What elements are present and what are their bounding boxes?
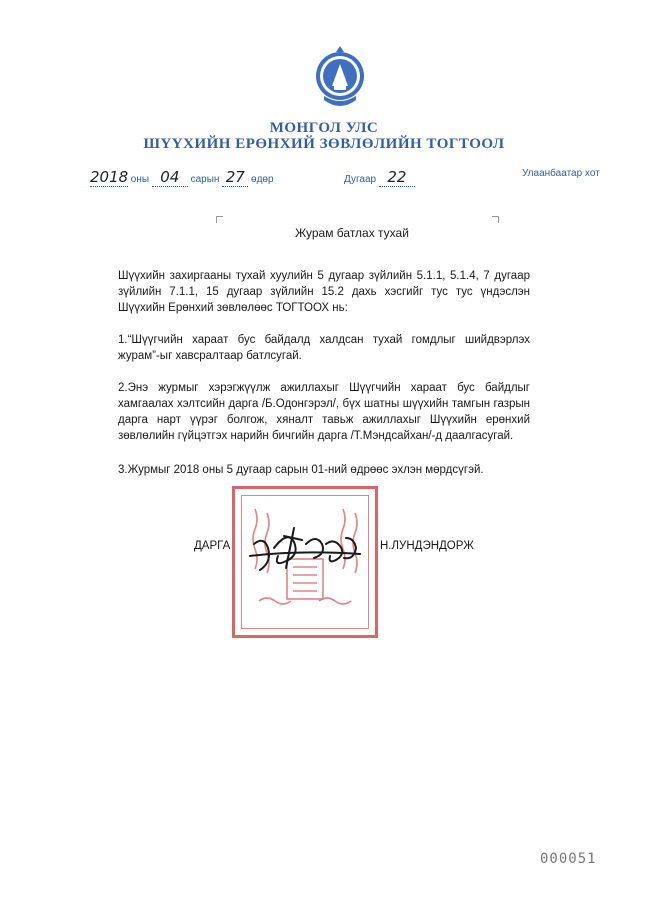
header-country: МОНГОЛ УЛС	[269, 120, 379, 136]
signature-title: ДАРГА	[194, 540, 231, 552]
header-document-type: ШҮҮХИЙН ЕРӨНХИЙ ЗӨВЛӨЛИЙН ТОГТООЛ	[143, 136, 505, 152]
document-subject: Журам батлах тухай	[295, 226, 409, 240]
year-value: 2018	[90, 168, 129, 186]
corner-bracket-left	[216, 216, 223, 223]
page-number: 000051	[540, 851, 597, 867]
item-1-text: 1.“Шүүгчийн хараат бус байдалд халдсан тухай гомдлыг шийдвэрлэх журам”-ыг хавсралтаар батлсугай.	[118, 334, 530, 362]
item-2-paragraph	[118, 380, 530, 444]
date-line	[90, 168, 274, 187]
item-3-paragraph	[118, 462, 530, 478]
day-suffix: өдөр	[251, 174, 274, 185]
month-value: 04	[160, 168, 180, 186]
day-value: 27	[225, 168, 245, 186]
state-emblem-icon	[314, 46, 366, 112]
year-suffix: оны	[130, 174, 150, 185]
item-2-text: 2.Энэ журмыг хэрэгжүүлж ажиллахыг Шүүгчийн хараат бус байдлыг хамгаалах хэлтсийн дарга /Б.Одонгэрэл/, бүх шатны шүүхийн тамгын газрын дарга нарт үүрэг болгож, хяналт тавьж ажиллахыг Шүүхийн ерөнхий зөвлөлийн гүйцэтгэх нарийн бичгийн дарга /Т.Мэндсайхан/-д даалгасугай.	[118, 382, 530, 442]
number-line	[344, 168, 415, 187]
item-3-text: 3.Журмыг 2018 оны 5 дугаар сарын 01-ний өдрөөс эхлэн мөрдсүгэй.	[118, 464, 484, 476]
number-label: Дугаар	[344, 174, 377, 185]
item-1-paragraph	[118, 332, 530, 364]
month-suffix: сарын	[190, 174, 220, 185]
number-value: 22	[387, 168, 407, 186]
place: Улаанбаатар хот	[522, 168, 600, 179]
signature-name: Н.ЛУНДЭНДОРЖ	[380, 540, 474, 552]
preamble-text: Шүүхийн захиргааны тухай хуулийн 5 дугаар зүйлийн 5.1.1, 5.1.4, 7 дугаар зүйлийн 7.1.1, 15 дугаар зүйлийн 15.2 дахь хэсгийг тус тус үндэслэн Шүүхийн Ерөнхий зөвлөлөөс ТОГТООХ нь:	[118, 270, 530, 314]
preamble-paragraph	[118, 268, 530, 316]
corner-bracket-right	[492, 216, 499, 223]
handwritten-signature	[246, 508, 376, 588]
